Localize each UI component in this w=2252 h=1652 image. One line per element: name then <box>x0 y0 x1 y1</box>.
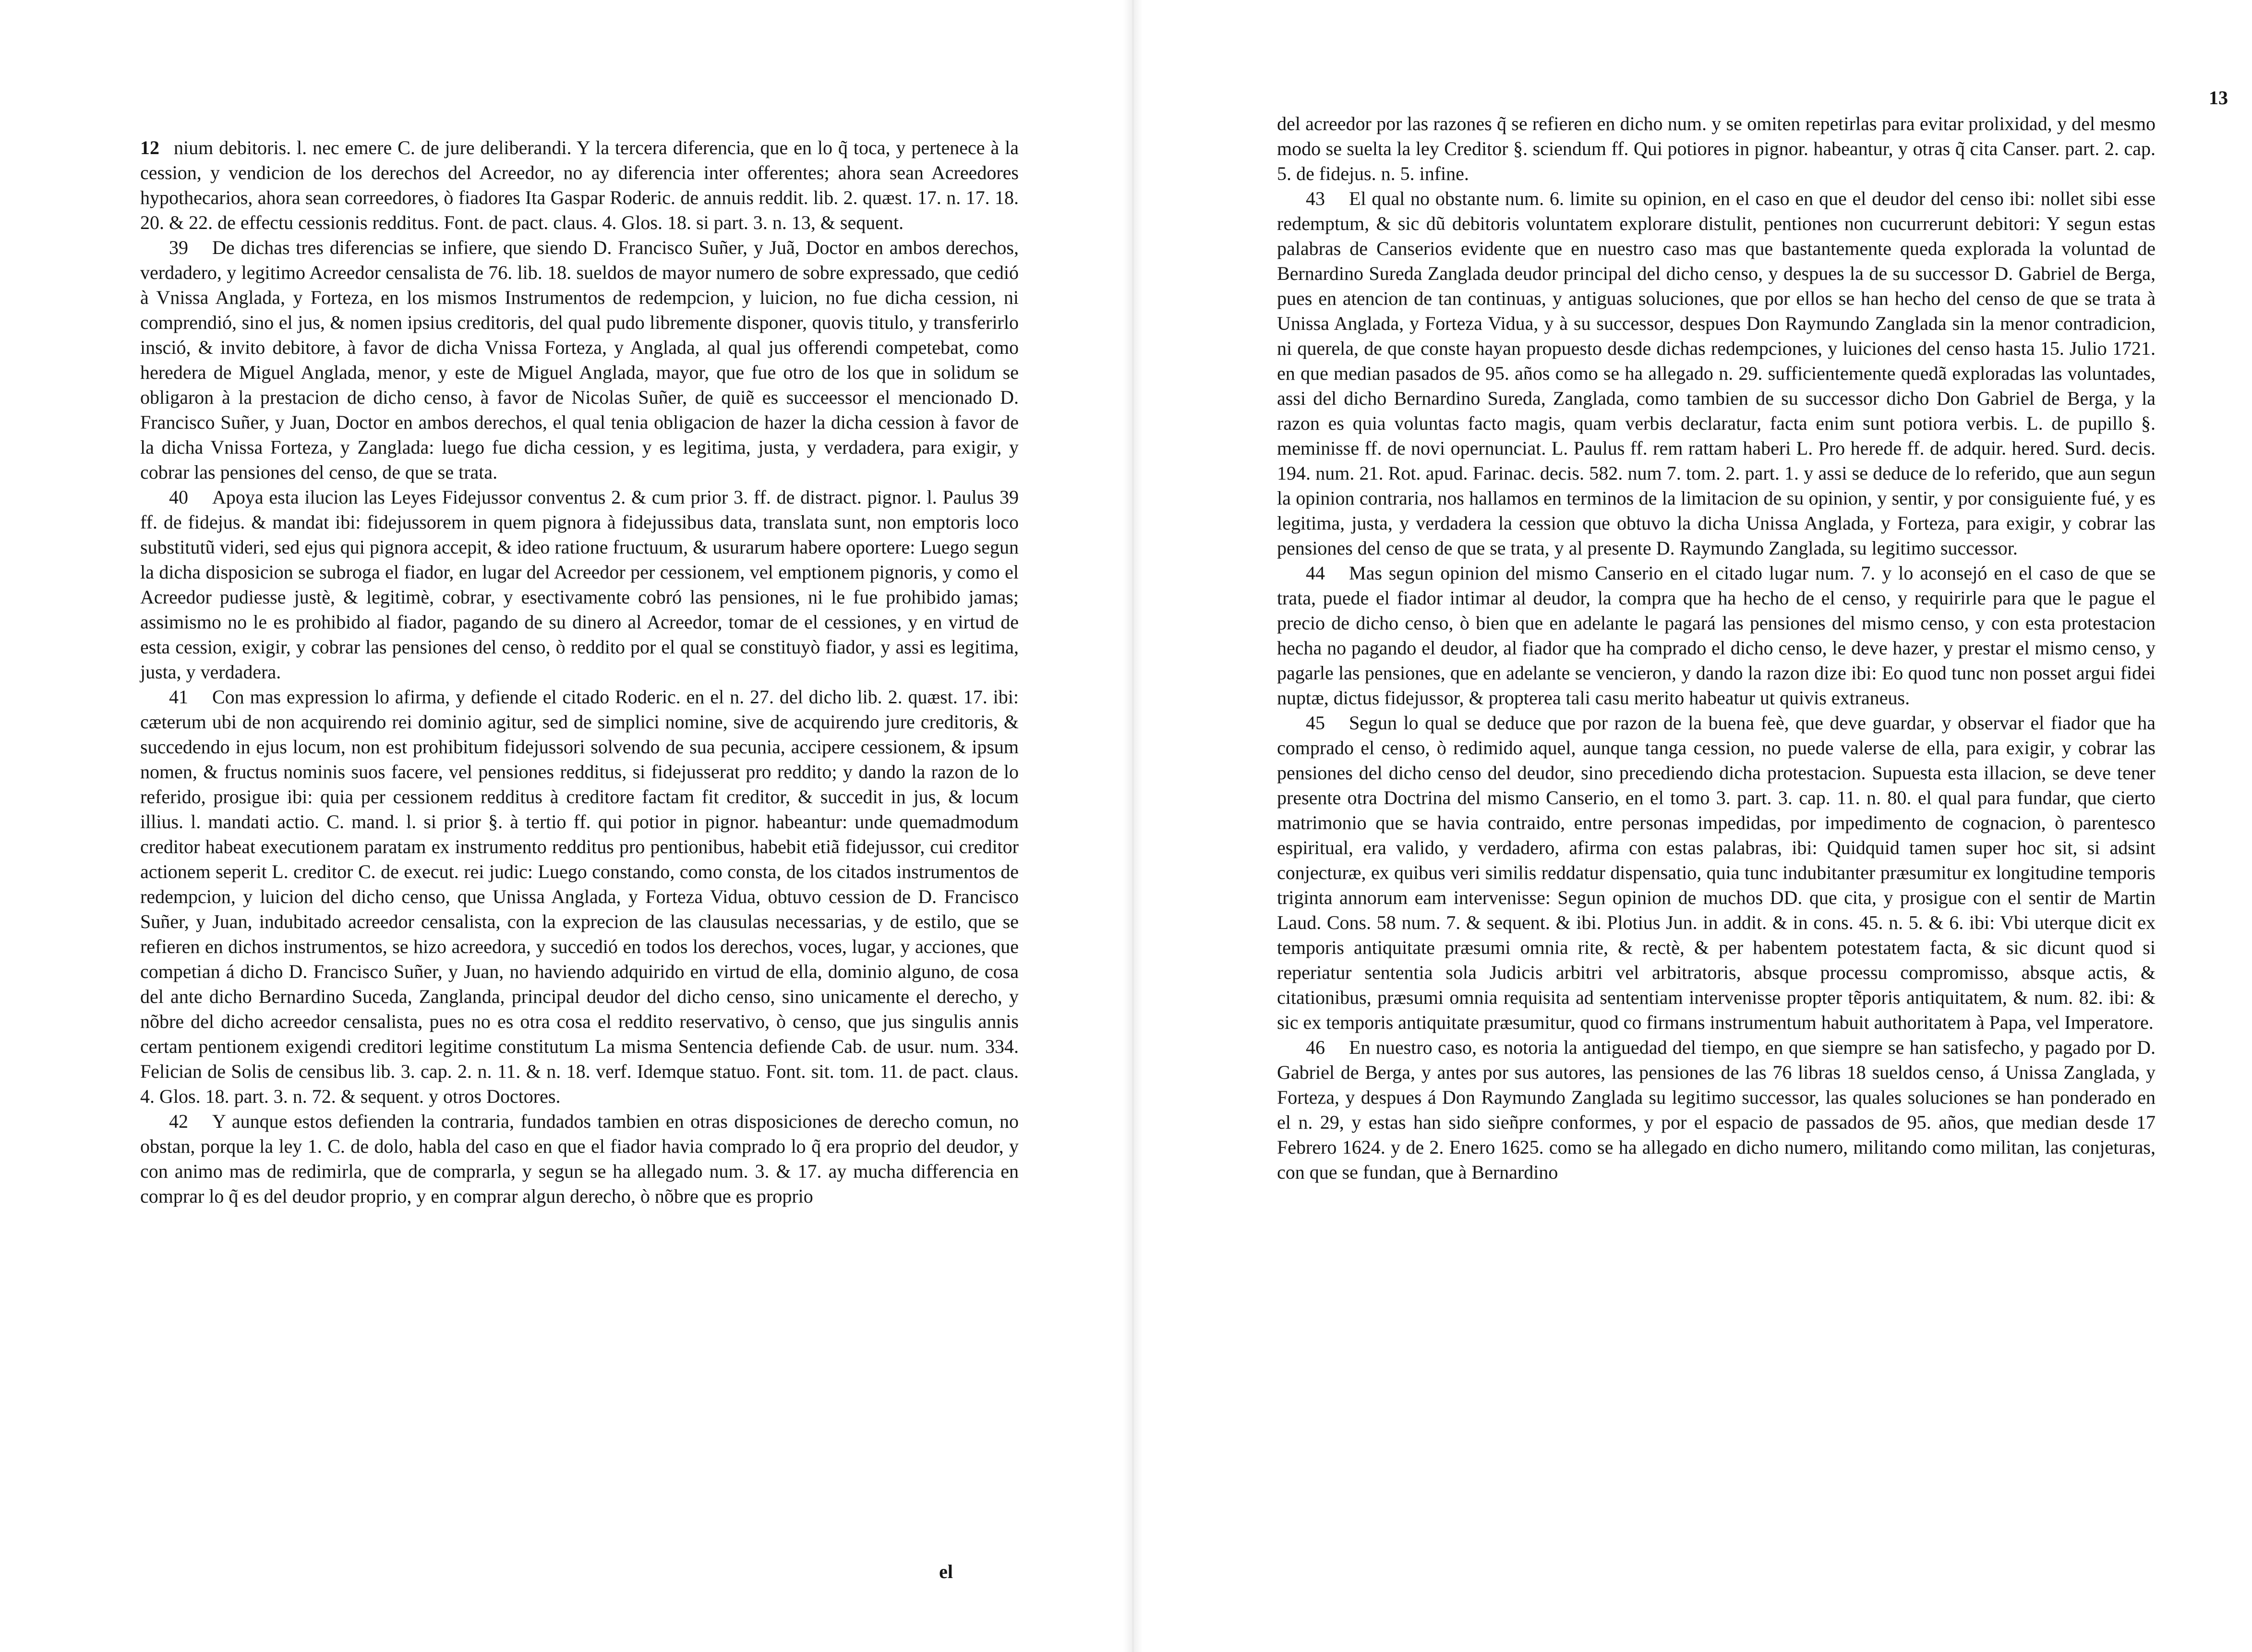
paragraph-text: En nuestro caso, es notoria la antiguedad del tiempo, en que siempre se han satisfecho, y pagado por D. Gabriel de Berga, y antes por sus autores, las pensiones de las 76 libras 18 sueldos censo, á Unissa Zanglada, y Forteza, y despues á Don Raymundo Zanglada su legitimo successor, las quales soluciones se han ponderado en el n. 29, y estas han sido sieñpre conformes, y por el espacio de passados de 95. años, que median desde 17 Febrero 1624. y de 2. Enero 1625. como se ha allegado en dicho numero, militando como militan, las conjeturas, con que se fundan, que à Bernardino <box>1277 1037 2156 1183</box>
catchword: el <box>939 1561 953 1582</box>
paragraph-number: 40 <box>169 486 188 508</box>
paragraph-text: Y aunque estos defienden la contraria, fundados tambien en otras disposiciones de derecho comun, no obstan, porque la ley 1. C. de dolo, habla del caso en que el fiador havia comprado lo q̃ era proprio del deudor, y con animo mas de redimirla, que de comprarla, y segun se ha allegado num. 3. & 17. ay mucha differencia en comprar lo q̃ es del deudor proprio, y en comprar algun derecho, ò nõbre que es proprio <box>140 1110 1019 1207</box>
paragraph-number: 41 <box>169 686 188 708</box>
paragraph-text: Segun lo qual se deduce que por razon de la buena feè, que deve guardar, y observar el fiador que ha comprado el censo, ò redimido aquel, aunque tanga cession, no puede valerse de ella, para exigir, y cobrar las pensiones del dicho censo del deudor, sino precediendo dicha protestacion. Supuesta esta illacion, se deve tener presente otra Doctrina del mismo Canserio, en el tomo 3. part. 3. cap. 11. n. 80. el qual para fundar, que cierto matrimonio que se havia contraido, entre personas impedidas, por impedimento de cognacion, ò parentesco espiritual, era valido, y verdadero, afirma con estas palabras, ibi: Quidquid tamen super hoc sit, si adsint conjecturæ, ex quibus veri similis reddatur dispensatio, quia tunc indubitanter præsumitur ex longitudine temporis triginta annorum eam intervenisse: Segun opinion de muchos DD. que cita, y prosigue con el sentir de Martin Laud. Cons. 58 num. 7. & sequent. & ibi. Plotius Jun. in addit. & in cons. 45. n. 5. & 6. ibi: Vbi uterque dicit ex temporis antiquitate præsumi omnia rite, & rectè, & per habentem potestatem facta, & sic dicunt quod si reperiatur sententia sola Judicis arbitri vel arbitratoris, absque processu compromisso, absque actis, & citationibus, præsumi omnia requisita ad sententiam intervenisse propter tẽporis antiquitatem, & num. 82. ibi: & sic ex temporis antiquitate præsumitur, quod co firmans instrumentum habuit authoritatem à Papa, vel Imperatore. <box>1277 712 2156 1033</box>
paragraph-number: 43 <box>1306 188 1325 209</box>
paragraph-text: El qual no obstante num. 6. limite su opinion, en el caso en que el deudor del censo ibi: nollet sibi esse redemptum, & sic dũ debitoris voluntatem explorare distulit, pentiones non cucurrerunt debitori: Y segun estas palabras de Canserios evidente que en nuestro caso mas que bastantemente queda explorada la voluntad de Bernardino Sureda Zanglada deudor principal del dicho censo, y despues la de su successor D. Gabriel de Berga, pues en atencion de tan continuas, y antiguas soluciones, que por ellos se han hecho del censo de que se trata à Unissa Anglada, y Forteza Vidua, y à su successor, despues Don Raymundo Zanglada sin la menor contradicion, ni querela, de que conste hayan propuesto desde dichas redempciones, y luiciones del censo hasta 15. Julio 1721. en que median pasados de 95. años como se ha allegado n. 29. sufficientemente quedã exploradas las voluntades, assi del dicho Bernardino Sureda, Zanglada, como tambien de su successor dicho Don Gabriel de Berga, y la razon es quia voluntas facto magis, quam verbis declaratur, facta enim sunt potiora verbis. L. de pupillo §. meminisse ff. de novi opernunciat. L. Paulus ff. rem rattam haberi L. Pro herede ff. de adquir. hered. Surd. decis. 194. num. 21. Rot. apud. Farinac. decis. 582. num 7. tom. 2. part. 1. y assi se deduce de lo referido, que aun segun la opinion contraria, nos hallamos en terminos de la limitacion de su opinion, y sentir, y por consiguiente fué, y es legitima, justa, y verdadera la cession que obtuvo la dicha Unissa Anglada, y Forteza, para exigir, y cobrar las pensiones del censo de que se trata, y al presente D. Raymundo Zanglada, su legitimo successor. <box>1277 188 2156 559</box>
paragraph-text: del acreedor por las razones q̃ se refieren en dicho num. y se omiten repetirlas para evitar prolixidad, y del mesmo modo se suelta la ley Creditor §. sciendum ff. Qui potiores in pignor. habeantur, y otras q̃ cita Canser. part. 2. cap. 5. de fidejus. n. 5. infine. <box>1277 113 2156 184</box>
folio-right: 13 <box>2209 87 2228 109</box>
right-page <box>1143 0 2252 1652</box>
right-paragraph-0 <box>1277 111 2156 186</box>
paragraph-number: 46 <box>1306 1037 1325 1058</box>
right-paragraph-43 <box>1277 186 2156 561</box>
right-paragraph-46 <box>1277 1035 2156 1185</box>
left-paragraph-41 <box>140 685 1019 1109</box>
left-paragraph-42 <box>140 1109 1019 1209</box>
right-paragraph-45 <box>1277 711 2156 1035</box>
paragraph-text: nium debitoris. l. nec emere C. de jure deliberandi. Y la tercera diferencia, que en lo q̃ toca, y pertenece à la cession, y vendicion de los derechos del Acreedor, no ay diferencia inter offerentes; ahora sean Acreedores hypothecarios, ahora sean correedores, ò fiadores Ita Gaspar Roderic. de annuis reddit. lib. 2. quæst. 17. n. 17. 18. 20. & 22. de effectu cessionis redditus. Font. de pact. claus. 4. Glos. 18. si part. 3. n. 13, & sequent. <box>140 137 1019 233</box>
right-paragraph-44 <box>1277 561 2156 711</box>
paragraph-number: 45 <box>1306 712 1325 734</box>
left-paragraph-0 <box>140 135 1019 235</box>
paragraph-text: Con mas expression lo afirma, y defiende el citado Roderic. en el n. 27. del dicho lib. 2. quæst. 17. ibi: cæterum ubi de non acquirendo rei dominio agitur, sed de simplici nomine, sive de acquirendo jure creditoris, & succedendo in ejus locum, non est prohibitum fidejussori solvendo de sua pecunia, accipere cessionem, & ipsum nomen, & fructus nominis suos facere, vel pensiones redditus, si fidejusserat pro reddito; y dando la razon de lo referido, prosigue ibi: quia per cessionem redditus à creditore factam fit creditor, & succedit in jus, & locum illius. l. mandati actio. C. mand. l. si prior §. à tertio ff. qui potior in pignor. habeantur: unde quemadmodum creditor habeat executionem paratam ex instrumento redditus pro pentionibus, habebit etiã fidejussor, cui creditor actionem seperit L. creditor C. de execut. rei judic: Luego constando, como consta, de los citados instrumentos de redempcion, y luicion del dicho censo, que Unissa Anglada, y Forteza Vidua, obtuvo cession de D. Francisco Suñer, y Juan, indubitado acreedor censalista, con la exprecion de las clausulas necessarias, y de estilo, que se refieren en dichos instrumentos, se hizo acreedora, y succedió en todos los derechos, voces, lugar, y acciones, que competian á dicho D. Francisco Suñer, y Juan, no haviendo adquirido en virtud de ella, dominio alguno, de cosa del ante dicho Bernardino Suceda, Zanglanda, principal deudor del dicho censo, sino unicamente el derecho, y nõbre del dicho acreedor censalista, pues no es otra cosa el reddito reservativo, ò censo, que jus singulis annis certam pentionem exigendi creditori legitime constitutum La misma Sentencia defiende Cab. de usur. num. 334. Felician de Solis de censibus lib. 3. cap. 2. n. 11. & n. 18. verf. Idemque statuo. Font. sit. tom. 11. de pact. claus. 4. Glos. 18. part. 3. n. 72. & sequent. y otros Doctores. <box>140 686 1019 1107</box>
folio-left: 12 <box>140 137 159 158</box>
left-paragraph-40 <box>140 485 1019 685</box>
left-page-text <box>140 135 1019 1209</box>
paragraph-number: 39 <box>169 237 188 258</box>
right-page-text <box>1277 111 2156 1185</box>
paragraph-text: Apoya esta ilucion las Leyes Fidejussor conventus 2. & cum prior 3. ff. de distract. pignor. l. Paulus 39 ff. de fidejus. & mandat ibi: fidejussorem in quem pignora à fidejussibus data, translata sunt, non emptoris loco substitutũ videri, sed ejus qui pignora accepit, & ideo ratione fructuum, & usurarum habere oportere: Luego segun la dicha disposicion se subroga el fiador, en lugar del Acreedor per cessionem, vel emptionem pignoris, y como el Acreedor pudiesse justè, & legitimè, cobrar, y esectivamente cobró las pensiones, ni le fue prohibido jamas; assimismo no le es prohibido al fiador, pagando de su dinero al Acreedor, tomar de el cessiones, y en virtud de esta cession, exigir, y cobrar las pensiones del censo, ò reddito por el qual se constituyò fiador, y assi es legitima, justa, y verdadera. <box>140 486 1019 683</box>
paragraph-number: 42 <box>169 1110 188 1132</box>
paragraph-text: De dichas tres diferencias se infiere, que siendo D. Francisco Suñer, y Juã, Doctor en ambos derechos, verdadero, y legitimo Acreedor censalista de 76. lib. 18. sueldos de mayor numero de sobre expressado, que cedió à Vnissa Anglada, y Forteza, en los mismos Instrumentos de redempcion, y luicion, no fue dicha cession, ni comprendió, sino el jus, & nomen ipsius creditoris, del qual pudo libremente disponer, quovis titulo, y transferirlo insció, & invito debitore, à favor de dicha Vnissa Forteza, y Anglada, al qual jus offerendi competebat, como heredera de Miguel Anglada, menor, y este de Miguel Anglada, mayor, que fue otro de los que in solidum se obligaron à la prestacion de dicho censo, à favor de Nicolas Suñer, de quiẽ es succeessor el mencionado D. Francisco Suñer, y Juan, Doctor en ambos derechos, el qual tenia obligacion de hazer la dicha cession à favor de la dicha Vnissa Forteza, y Zanglada: luego fue dicha cession, y es legitima, justa, y verdadera, para exigir, y cobrar las pensiones del censo, de que se trata. <box>140 237 1019 483</box>
left-page <box>0 0 1123 1652</box>
paragraph-number: 44 <box>1306 562 1325 584</box>
paragraph-text: Mas segun opinion del mismo Canserio en el citado lugar num. 7. y lo aconsejó en el caso de que se trata, puede el fiador intimar al deudor, la compra que ha hecho de el censo, y requirirle para que le pague el precio de dicho censo, ò bien que en adelante le pagará las pensiones del mismo censo, y con esta protestacion hecha no pagando el deudor, al fiador que ha comprado el dicho censo, le deve hazer, y prestar el mismo censo, y pagarle las pensiones, que en adelante se vencieron, y dando la razon dize ibi: Eo quod tunc non posset argui fidei nuptæ, dictus fidejussor, & propterea tali casu merito habeatur ut quivis extraneus. <box>1277 562 2156 709</box>
book-gutter <box>1123 0 1143 1652</box>
left-paragraph-39 <box>140 235 1019 485</box>
